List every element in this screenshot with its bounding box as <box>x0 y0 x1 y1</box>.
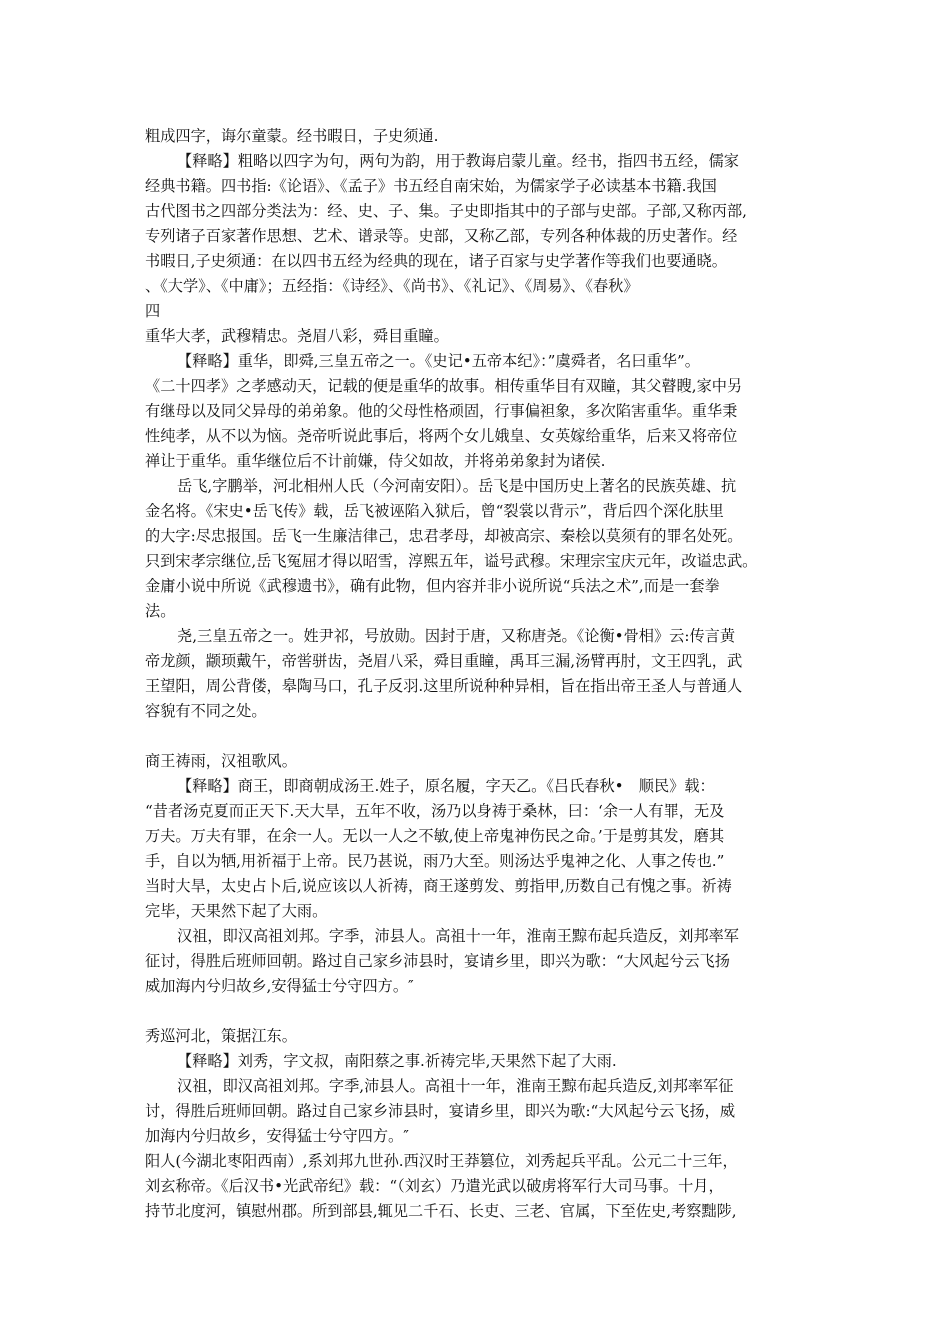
text-line: 尧,三皇五帝之一。姓尹祁，号放勋。因封于唐，又称唐尧。《论衡•骨相》云:传言黄 <box>177 627 736 645</box>
text-line: 禅让于重华。重华继位后不计前嫌，侍父如故，并将弟弟象封为诸侯. <box>145 452 606 470</box>
text-line: 【释略】刘秀，字文叔，南阳蔡之事.祈祷完毕,天果然下起了大雨. <box>177 1052 617 1070</box>
text-line: 讨，得胜后班师回朝。路过自己家乡沛县时，宴请乡里，即兴为歌:“大风起兮云飞扬，威 <box>145 1102 736 1120</box>
text-line: 重华大孝，武穆精忠。尧眉八彩，舜目重瞳。 <box>145 327 449 345</box>
text-line: 、《大学》、《中庸》；五经指：《诗经》、《尚书》、《礼记》、《周易》、《春秋》 <box>145 277 639 295</box>
text-line: 金名将。《宋史•岳飞传》载，岳飞被诬陷入狱后，曾“裂裳以背示”，背后四个深化肤里 <box>145 502 724 520</box>
text-line: 岳飞,字鹏举，河北相州人氏（今河南安阳）。岳飞是中国历史上著名的民族英雄、抗 <box>177 477 737 495</box>
text-line: 【释略】重华，即舜,三皇五帝之一。《史记•五帝本纪》：”虞舜者，名曰重华”。 <box>177 352 700 370</box>
text-line: 粗成四字，诲尔童蒙。经书暇日，子史须通. <box>145 127 439 145</box>
text-line: 阳人(今湖北枣阳西南）,系刘邦九世孙.西汉时王莽篡位，刘秀起兵平乱。公元二十三年， <box>145 1152 738 1170</box>
text-line: 金庸小说中所说《武穆遗书》，确有此物，但内容并非小说所说“兵法之术”,而是一套拳 <box>145 577 720 595</box>
text-line: 完毕，天果然下起了大雨。 <box>145 902 328 920</box>
text-line: 经典书籍。四书指:《论语》、《孟子》书五经自南宋始，为儒家学子必读基本书籍.我国 <box>145 177 717 195</box>
text-line: 商王祷雨，汉祖歌风。 <box>145 752 297 770</box>
text-line: 有继母以及同父异母的弟弟象。他的父母性格顽固，行事偏袒象，多次陷害重华。重华秉 <box>145 402 738 420</box>
text-line: 当时大旱，太史占卜后,说应该以人祈祷，商王遂剪发、剪指甲,历数自己有愧之事。祈祷 <box>145 877 732 895</box>
text-line: 【释略】粗略以四字为句，两句为韵，用于教诲启蒙儿童。经书，指四书五经，儒家 <box>177 152 739 170</box>
document-page <box>145 124 815 1224</box>
text-line: 《二十四孝》之孝感动天，记载的便是重华的故事。相传重华目有双瞳，其父瞽瞍,家中另 <box>145 377 743 395</box>
text-line: 持节北度河，镇慰州郡。所到部县,辄见二千石、长吏、三老、官属，下至佐史,考察黜陟, <box>145 1202 737 1220</box>
text-line: 古代图书之四部分类法为：经、史、子、集。子史即指其中的子部与史部。子部,又称丙部, <box>145 202 747 220</box>
text-line: 性纯孝，从不以为恼。尧帝听说此事后，将两个女儿娥皇、女英嫁给重华，后来又将帝位 <box>145 427 738 445</box>
text-line: 法。 <box>145 602 176 620</box>
text-line: 手，自以为牺,用祈福于上帝。民乃甚说，雨乃大至。则汤达乎鬼神之化、人事之传也.” <box>145 852 725 870</box>
text-line: 汉祖，即汉高祖刘邦。字季,沛县人。高祖十一年，淮南王黥布起兵造反,刘邦率军征 <box>177 1077 734 1095</box>
blank-line <box>145 724 815 749</box>
text-line: 征讨，得胜后班师回朝。路过自己家乡沛县时，宴请乡里，即兴为歌：“大风起兮云飞扬 <box>145 952 730 970</box>
text-line: “昔者汤克夏而正天下.天大旱，五年不收，汤乃以身祷于桑林，曰：‘余一人有罪，无及 <box>145 802 725 820</box>
text-line: 容貌有不同之处。 <box>145 702 267 720</box>
text-line: 汉祖，即汉高祖刘邦。字季，沛县人。高祖十一年，淮南王黥布起兵造反，刘邦率军 <box>177 927 739 945</box>
text-line: 帝龙颜，颛顼戴午，帝喾骈齿，尧眉八采，舜目重瞳，禹耳三漏,汤臂再肘，文王四乳，武 <box>145 652 743 670</box>
text-line: 加海内兮归故乡，安得猛士兮守四方。″ <box>145 1127 409 1145</box>
text-line: 王望阳，周公背偻，皋陶马口，孔子反羽.这里所说种种异相，旨在指出帝王圣人与普通人 <box>145 677 743 695</box>
text-line: 威加海内兮归故乡,安得猛士兮守四方。″ <box>145 977 414 995</box>
text-line: 刘玄称帝。《后汉书•光武帝纪》载：“（刘玄）乃遣光武以破虏将军行大司马事。十月， <box>145 1177 724 1195</box>
text-line: 秀巡河北，策据江东。 <box>145 1027 297 1045</box>
blank-line <box>145 999 815 1024</box>
text-line: 万夫。万夫有罪，在余一人。无以一人之不敏,使上帝鬼神伤民之命。’于是剪其发，磨其 <box>145 827 725 845</box>
text-line: 【释略】商王，即商朝成汤王.姓子，原名履，字天乙。《吕氏春秋• 顺民》载： <box>177 777 715 795</box>
text-line: 专列诸子百家著作思想、艺术、谱录等。史部，又称乙部，专列各种体裁的历史著作。经 <box>145 227 738 245</box>
text-line: 四 <box>145 302 161 320</box>
text-line: 书暇日,子史须通：在以四书五经为经典的现在，诸子百家与史学著作等我们也要通晓。 <box>145 252 727 270</box>
text-line: 只到宋孝宗继位,岳飞冤屈才得以昭雪，淳熙五年，谥号武穆。宋理宗宝庆元年，改谥忠武。 <box>145 552 758 570</box>
text-line: 的大字:尽忠报国。岳飞一生廉洁律己，忠君孝母，却被高宗、秦桧以莫须有的罪名处死。 <box>145 527 743 545</box>
